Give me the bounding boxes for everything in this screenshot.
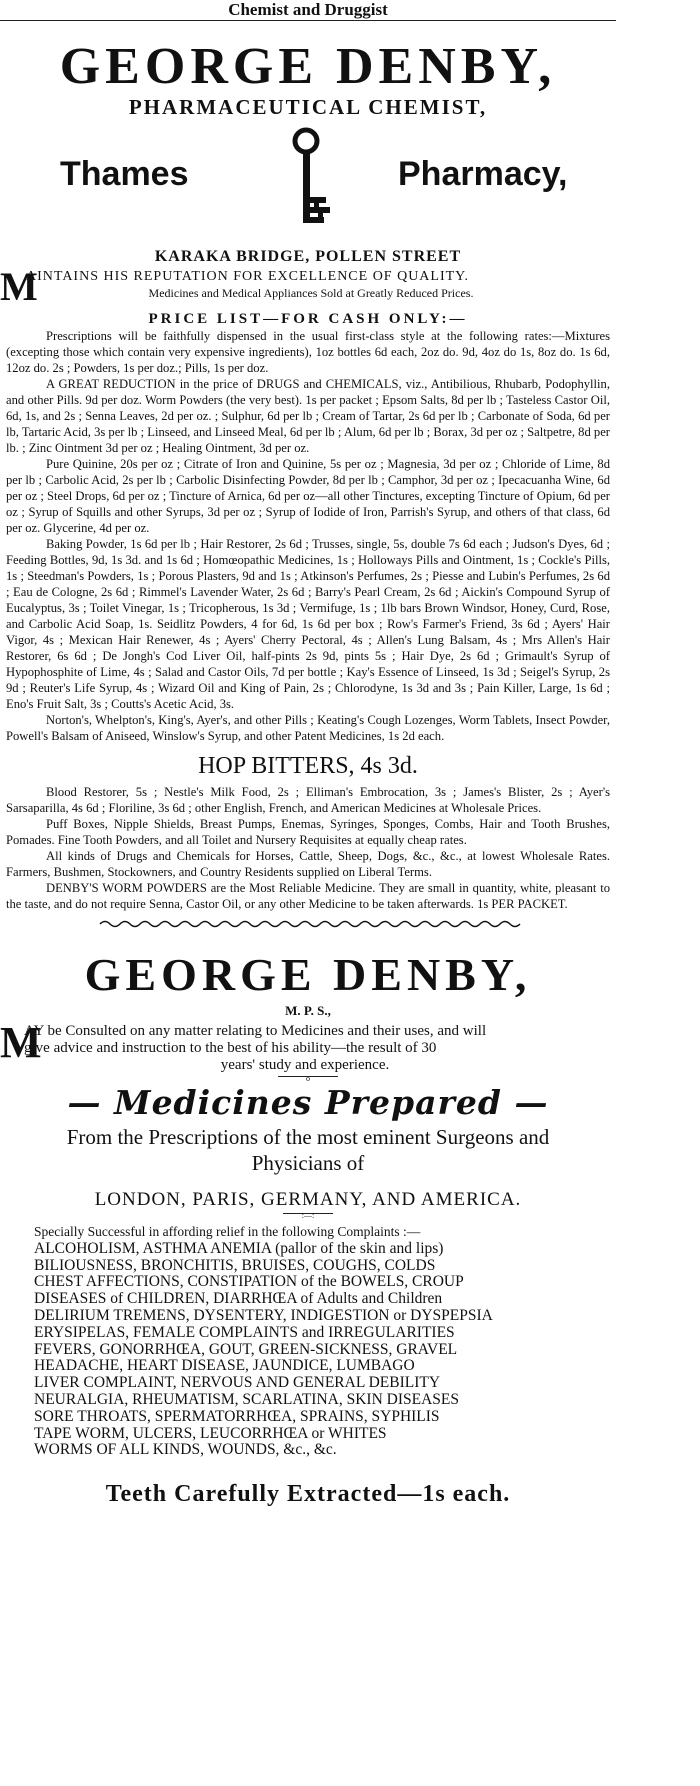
complaint-item: ERYSIPELAS, FEMALE COMPLAINTS and IRREGULARITIES (34, 1323, 455, 1341)
paragraph: Prescriptions will be faithfully dispensed in the usual first-class style at the following rates:—Mixtures (excepting those which contain very expensive ingredients), 1oz bottles 6d each, 2oz do. 9d, 4oz do 1s, 8oz do. 1s 6d, 12oz do. 2s ; Powders, 1s per doz.; Pills, 1s per doz. (6, 329, 610, 375)
complaint-item: CHEST AFFECTIONS, CONSTIPATION of the BOWELS, CROUP (34, 1273, 464, 1291)
price-list-body (0, 328, 616, 744)
hop-bitters-heading: HOP BITTERS, 4s 3d. (198, 753, 418, 779)
pharmacy-name-right: Pharmacy, (398, 155, 568, 193)
complaint-item: NEURALGIA, RHEUMATISM, SCARLATINA, SKIN DISEASES (34, 1390, 459, 1408)
section-header: Chemist and Druggist (0, 0, 616, 21)
teeth-extraction-line: Teeth Carefully Extracted—1s each. (105, 1481, 511, 1508)
prescriptions-line: From the Prescriptions of the most eminent Surgeons and (66, 1125, 550, 1149)
complaint-item: DELIRIUM TREMENS, DYSENTERY, INDIGESTION or DYSPEPSIA (34, 1306, 493, 1324)
complaint-item: WORMS OF ALL KINDS, WOUNDS, &c., &c. (34, 1441, 337, 1459)
consultation-line: years' study and experience. (220, 1057, 390, 1073)
drop-cap: M (0, 264, 38, 309)
paragraph: A GREAT REDUCTION in the price of DRUGS and CHEMICALS, viz., Antibilious, Rhubarb, Podophyllin, and other Pills. 9d per doz. Worm Powders (the very best). 1s per packet ; Epsom Salts, 8d per lb ; Tasteless Castor Oil, 6d, 1s, and 2s ; Senna Leaves, 2d per oz. ; Sulphur, 6d per lb ; Cream of Tartar, 2s 6d per lb ; Carbonate of Soda, 6d per lb, Tartaric Acid, 3s per lb ; Linseed, and Linseed Meal, 6d per lb ; Alum, 6d per lb ; Borax, 3d per oz ; Saltpetre, 8d per lb. ; Zinc Ointment 3d per oz ; Healing Ointment, 3d per oz. (6, 377, 610, 455)
paragraph: All kinds of Drugs and Chemicals for Horses, Cattle, Sheep, Dogs, &c., &c., at lowest Wholesale Rates. Farmers, Bushmen, Stockowners, and Country Residents supplied on Liberal Terms. (6, 849, 610, 879)
complaints-intro: Specially Successful in affording relief in the following Complaints :— (34, 1224, 421, 1239)
complaint-item: HEADACHE, HEART DISEASE, JAUNDICE, LUMBAGO (34, 1357, 415, 1375)
consultation-line: AY be Consulted on any matter relating to Medicines and their uses, and will (24, 1023, 487, 1039)
pharmacy-name-left: Thames (60, 155, 189, 193)
paragraph: Norton's, Whelpton's, King's, Ayer's, and other Pills ; Keating's Cough Lozenges, Worm Tablets, Insect Powder, Powell's Balsam of Aniseed, Winslow's Syrup, and other Patent Medicines, 1s 2d each. (6, 713, 610, 743)
price-list-title: PRICE LIST—FOR CASH ONLY:— (148, 311, 468, 327)
ornament-rule: :—: (283, 1213, 333, 1214)
drop-cap: M (0, 1018, 42, 1067)
advertiser-name-2: GEORGE DENBY, (84, 949, 532, 1000)
paragraph: Pure Quinine, 20s per oz ; Citrate of Iron and Quinine, 5s per oz ; Magnesia, 3d per oz ; Chloride of Lime, 8d per lb ; Carbolic Acid, 2s per lb ; Carbolic Disinfecting Powder, 8d per lb ; Camphor, 3d per oz ; Ipecacuanha Wine, 6d per oz ; Steel Drops, 6d per oz ; Tincture of Arnica, 6d per oz—all other Tinctures, excepting Tincture of Opium, 6d per oz ; Syrup of Squills and other Syrups, 3d per oz ; Syrup of Iodide of Iron, Parrish's Syrup, and others of that class, 6d per oz. Glycerine, 4d per oz. (6, 457, 610, 535)
credentials: M. P. S., (285, 1003, 331, 1018)
prescriptions-line: Physicians of (251, 1151, 365, 1175)
paragraph: Baking Powder, 1s 6d per lb ; Hair Restorer, 2s 6d ; Trusses, single, 5s, double 7s 6d each ; Judson's Dyes, 6d ; Feeding Bottles, 9d, 1s 3d. and 1s 6d ; Homœopathic Medicines, 1s ; Holloways Pills and Ointment, 1s ; Cockle's Pills, 1s ; Steedman's Powders, 1s ; Porous Plasters, 9d and 1s ; Atkinson's Perfumes, 2s ; Piesse and Lubin's Perfumes, 2s 6d ; Eau de Cologne, 2s 6d ; Rimmel's Lavender Water, 2s 6d ; Barry's Pearl Cream, 2s 6d ; Aickin's Compound Syrup of Eucalyptus, 3s ; Toilet Vinegar, 1s ; Tricopherous, 1s 3d ; Vermifuge, 1s ; 1lb bars Brown Windsor, Honey, Curd, Rose, and Carbolic Acid Soap, 1s. Seidlitz Powders, 4 for 6d, 1s 6d per box ; Row's Farmer's Friend, 3s 6d ; Ayers' Hair Vigor, 4s ; Mexican Hair Renewer, 4s ; Ayers' Cherry Pectoral, 4s ; Allen's Lung Balsam, 4s ; Mrs Allen's Hair Restorer, 6s 6d ; De Jongh's Cod Liver Oil, half-pints 2s 9d, pints 5s ; Hair Dye, 2s 6d ; Grimault's Syrup of Hypophosphite of Lime, 4s ; Salad and Castor Oils, 7d per bottle ; Kay's Essence of Linseed, 1s 3d ; Seigel's Syrup, 2s 9d ; Reuter's Life Syrup, 4s ; Wizard Oil and King of Pain, 2s ; Chlorodyne, 1s 3d and 3s ; Pain Killer, Large, 1s 6d ; Eno's Fruit Salt, 3s ; Coutts's Acetic Acid, 3s. (6, 537, 610, 711)
complaint-item: SORE THROATS, SPERMATORRHŒA, SPRAINS, SYPHILIS (34, 1407, 440, 1425)
complaint-item: LIVER COMPLAINT, NERVOUS AND GENERAL DEBILITY (34, 1374, 441, 1392)
complaint-item: DISEASES of CHILDREN, DIARRHŒA of Adults and Children (34, 1290, 443, 1308)
advertiser-name: GEORGE DENBY, (59, 38, 557, 95)
medicines-prepared-title: — Medicines Prepared — (67, 1083, 549, 1122)
address: KARAKA BRIDGE, POLLEN STREET (154, 248, 462, 265)
wholesale-body (0, 784, 616, 912)
reputation-statement (0, 264, 616, 309)
wavy-divider (0, 918, 616, 930)
ornament-rule: o (278, 1076, 338, 1077)
consultation-statement (0, 1018, 616, 1074)
cities-line: LONDON, PARIS, GERMANY, AND AMERICA. (94, 1189, 522, 1210)
complaint-item: BILIOUSNESS, BRONCHITIS, BRUISES, COUGHS, COLDS (34, 1256, 436, 1274)
pharmacy-banner (0, 127, 616, 227)
paragraph: Blood Restorer, 5s ; Nestle's Milk Food, 2s ; Elliman's Embrocation, 3s ; James's Blister, 2s ; Ayer's Sarsaparilla, 4s 6d ; Floriline, 3s 6d ; other English, French, and American Medicines at Wholesale Prices. (6, 785, 610, 815)
advertiser-subtitle: PHARMACEUTICAL CHEMIST, (128, 95, 488, 119)
key-icon (284, 127, 344, 227)
complaint-item: FEVERS, GONORRHŒA, GOUT, GREEN-SICKNESS, GRAVEL (34, 1340, 458, 1358)
complaint-item: ALCOHOLISM, ASTHMA ANEMIA (pallor of the skin and lips) (34, 1239, 444, 1257)
consultation-line: give advice and instruction to the best of his ability—the result of 30 (24, 1040, 437, 1056)
reputation-line: AINTAINS HIS REPUTATION FOR EXCELLENCE OF QUALITY. (26, 269, 469, 284)
complaints-list (0, 1224, 616, 1459)
paragraph: DENBY'S WORM POWDERS are the Most Reliable Medicine. They are small in quantity, white, pleasant to the taste, and do not require Senna, Castor Oil, or any other Medicine to be taken afterwards. 1s PER PACKET. (6, 881, 610, 911)
paragraph: Puff Boxes, Nipple Shields, Breast Pumps, Enemas, Syringes, Sponges, Combs, Hair and Tooth Brushes, Pomades. Fine Tooth Powders, and all Toilet and Nursery Requisites at equally cheap rates. (6, 817, 610, 847)
reduced-prices-line: Medicines and Medical Appliances Sold at Greatly Reduced Prices. (148, 286, 474, 300)
complaint-item: TAPE WORM, ULCERS, LEUCORRHŒA or WHITES (34, 1424, 387, 1442)
